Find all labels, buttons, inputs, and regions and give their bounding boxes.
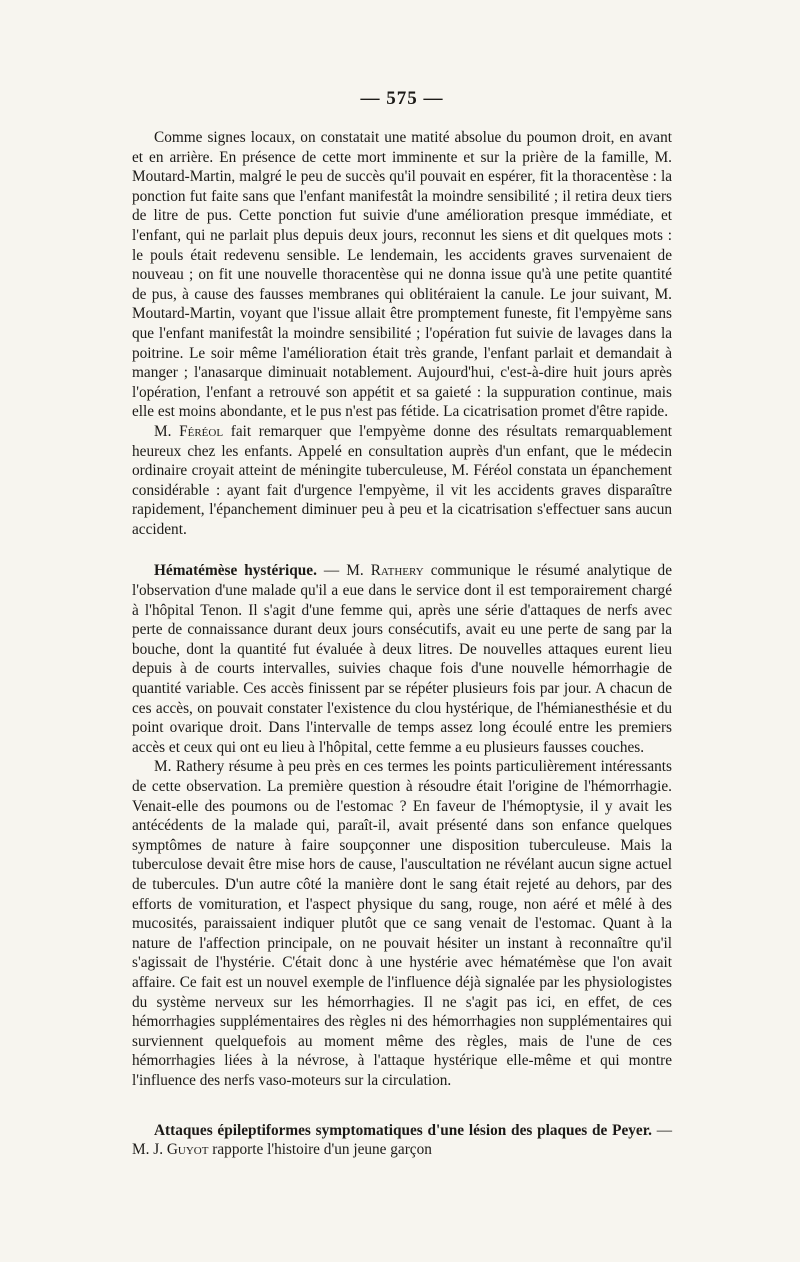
- paragraph-attaques: [132, 1121, 672, 1160]
- paragraph-text: fait remarquer que l'empyème donne des résultats remarquablement heureux chez les enfants. Appelé en consultation auprès d'un enfant, que le médecin ordinaire croyait atteint de méningite tuberculeuse, M. Féréol constata un épanchement considérable : ayant fait d'urgence l'empyème, il vit les accidents graves disparaître rapidement, l'épanchement diminuer peu à peu et la cicatrisation s'effectuer sans aucun accident.: [132, 422, 672, 538]
- paragraph-empyeme-case: Comme signes locaux, on constatait une matité absolue du poumon droit, en avant et en arrière. En présence de cette mort imminente et sur la prière de la famille, M. Moutard-Martin, malgré le peu de succès qu'il pouvait en espérer, fit la thoracentèse : la ponction fut faite sans que l'enfant manifestât la moindre sensibilité ; il retira deux tiers de litre de pus. Cette ponction fut suivie d'une amélioration presque immédiate, et l'enfant, qui ne parlait plus depuis deux jours, reconnut les siens et dit quelques mots : le pouls était redevenu sensible. Le lendemain, les accidents graves survenaient de nouveau ; on fit une nouvelle thoracentèse qui ne donna issue qu'à une petite quantité de pus, à cause des fausses membranes qui oblitéraient la canule. Le jour suivant, M. Moutard-Martin, voyant que l'issue allait être promptement funeste, fit l'empyème sans que l'enfant manifestât la moindre sensibilité ; l'opération fut suivie de lavages dans la poitrine. Le soir même l'amélioration était très grande, l'enfant parlait et demandait à manger ; l'anasarque diminuait notablement. Aujourd'hui, c'est-à-dire huit jours après l'opération, l'enfant a retrouvé son appétit et sa gaieté : la suppuration continue, mais elle est moins abondante, et le pus n'est pas fétide. La cicatrisation promet d'être rapide.: [132, 129, 672, 421]
- section-heading: Hématémèse hystérique.: [154, 562, 317, 580]
- paragraph-hematemese: [132, 561, 672, 757]
- heading-dash: — M.: [316, 562, 371, 580]
- paragraph-rathery-summary: M. Rathery résume à peu près en ces termes les points particulièrement intéressants de cette observation. La première question à résoudre était l'origine de l'hémorrhagie. Venait-elle des poumons ou de l'estomac ? En faveur de l'hémoptysie, il y avait les antécédents de la malade qui, paraît-il, avait présenté dans son enfance quelques symptômes de nature à faire soupçonner une disposition tuberculeuse. Mais la tuberculose devait être mise hors de cause, l'auscultation ne révélant aucun signe actuel de tubercules. D'un autre côté la manière dont le sang était rejeté au dehors, par des efforts de vomituration, et l'aspect physique du sang, rouge, non aéré et mêlé à des mucosités, paraissaient indiquer plutôt que ce sang venait de l'estomac. Quant à la nature de l'affection principale, on ne pouvait hésiter un instant à reconnaître qu'il s'agissait de l'hystérie. C'était donc à une hystérie avec hématémèse que l'on avait affaire. Ce fait est un nouvel exemple de l'influence déjà signalée par les physiologistes du système nerveux sur les hémorrhagies. Il ne s'agit pas ici, en effet, de ces hémorrhagies supplémentaires des règles ni des hémorrhagies non supplémentaires qui surviennent quelquefois au moment même des règles, mais de l'une de ces hémorrhagies liées à la névrose, à l'attaque hystérique elle-même et qui montre l'influence des nerfs vaso-moteurs sur la circulation.: [132, 758, 672, 1089]
- speaker-name: Guyot: [166, 1141, 209, 1159]
- paragraph-text: rapporte l'histoire d'un jeune garçon: [208, 1141, 432, 1159]
- paragraph-text: communique le résumé analytique de l'observation d'une malade qu'il a eue dans le service dont il est temporairement chargé à l'hôpital Tenon. Il s'agit d'une femme qui, après une série d'attaques de nerfs avec perte de connaissance durant deux jours consécutifs, avait eu une perte de sang par la bouche, dont la quantité fut évaluée à deux litres. De nouvelles attaques eurent lieu depuis à de courts intervalles, suivies chaque fois d'une nouvelle hémorrhagie de quantité variable. Ces accès finissent par se répéter plusieurs fois par jour. A chacun de ces accès, on pouvait constater l'existence du clou hystérique, de l'hémianesthésie et du point ovarique droit. Dans l'intervalle de temps assez long écoulé entre les premiers accès et ceux qui ont eu lieu à l'hôpital, cette femme a eu plusieurs fausses couches.: [132, 562, 672, 756]
- heading-dash: — M. J.: [132, 1121, 672, 1159]
- section-heading: Attaques épileptiformes symptomatiques d'une lésion des plaques de Peyer.: [154, 1121, 652, 1139]
- speaker-name: M. Féréol: [154, 422, 224, 440]
- paragraph-fereol-remark: [132, 422, 672, 540]
- page-number: — 575 —: [360, 88, 444, 109]
- speaker-name: Rathery: [370, 562, 424, 580]
